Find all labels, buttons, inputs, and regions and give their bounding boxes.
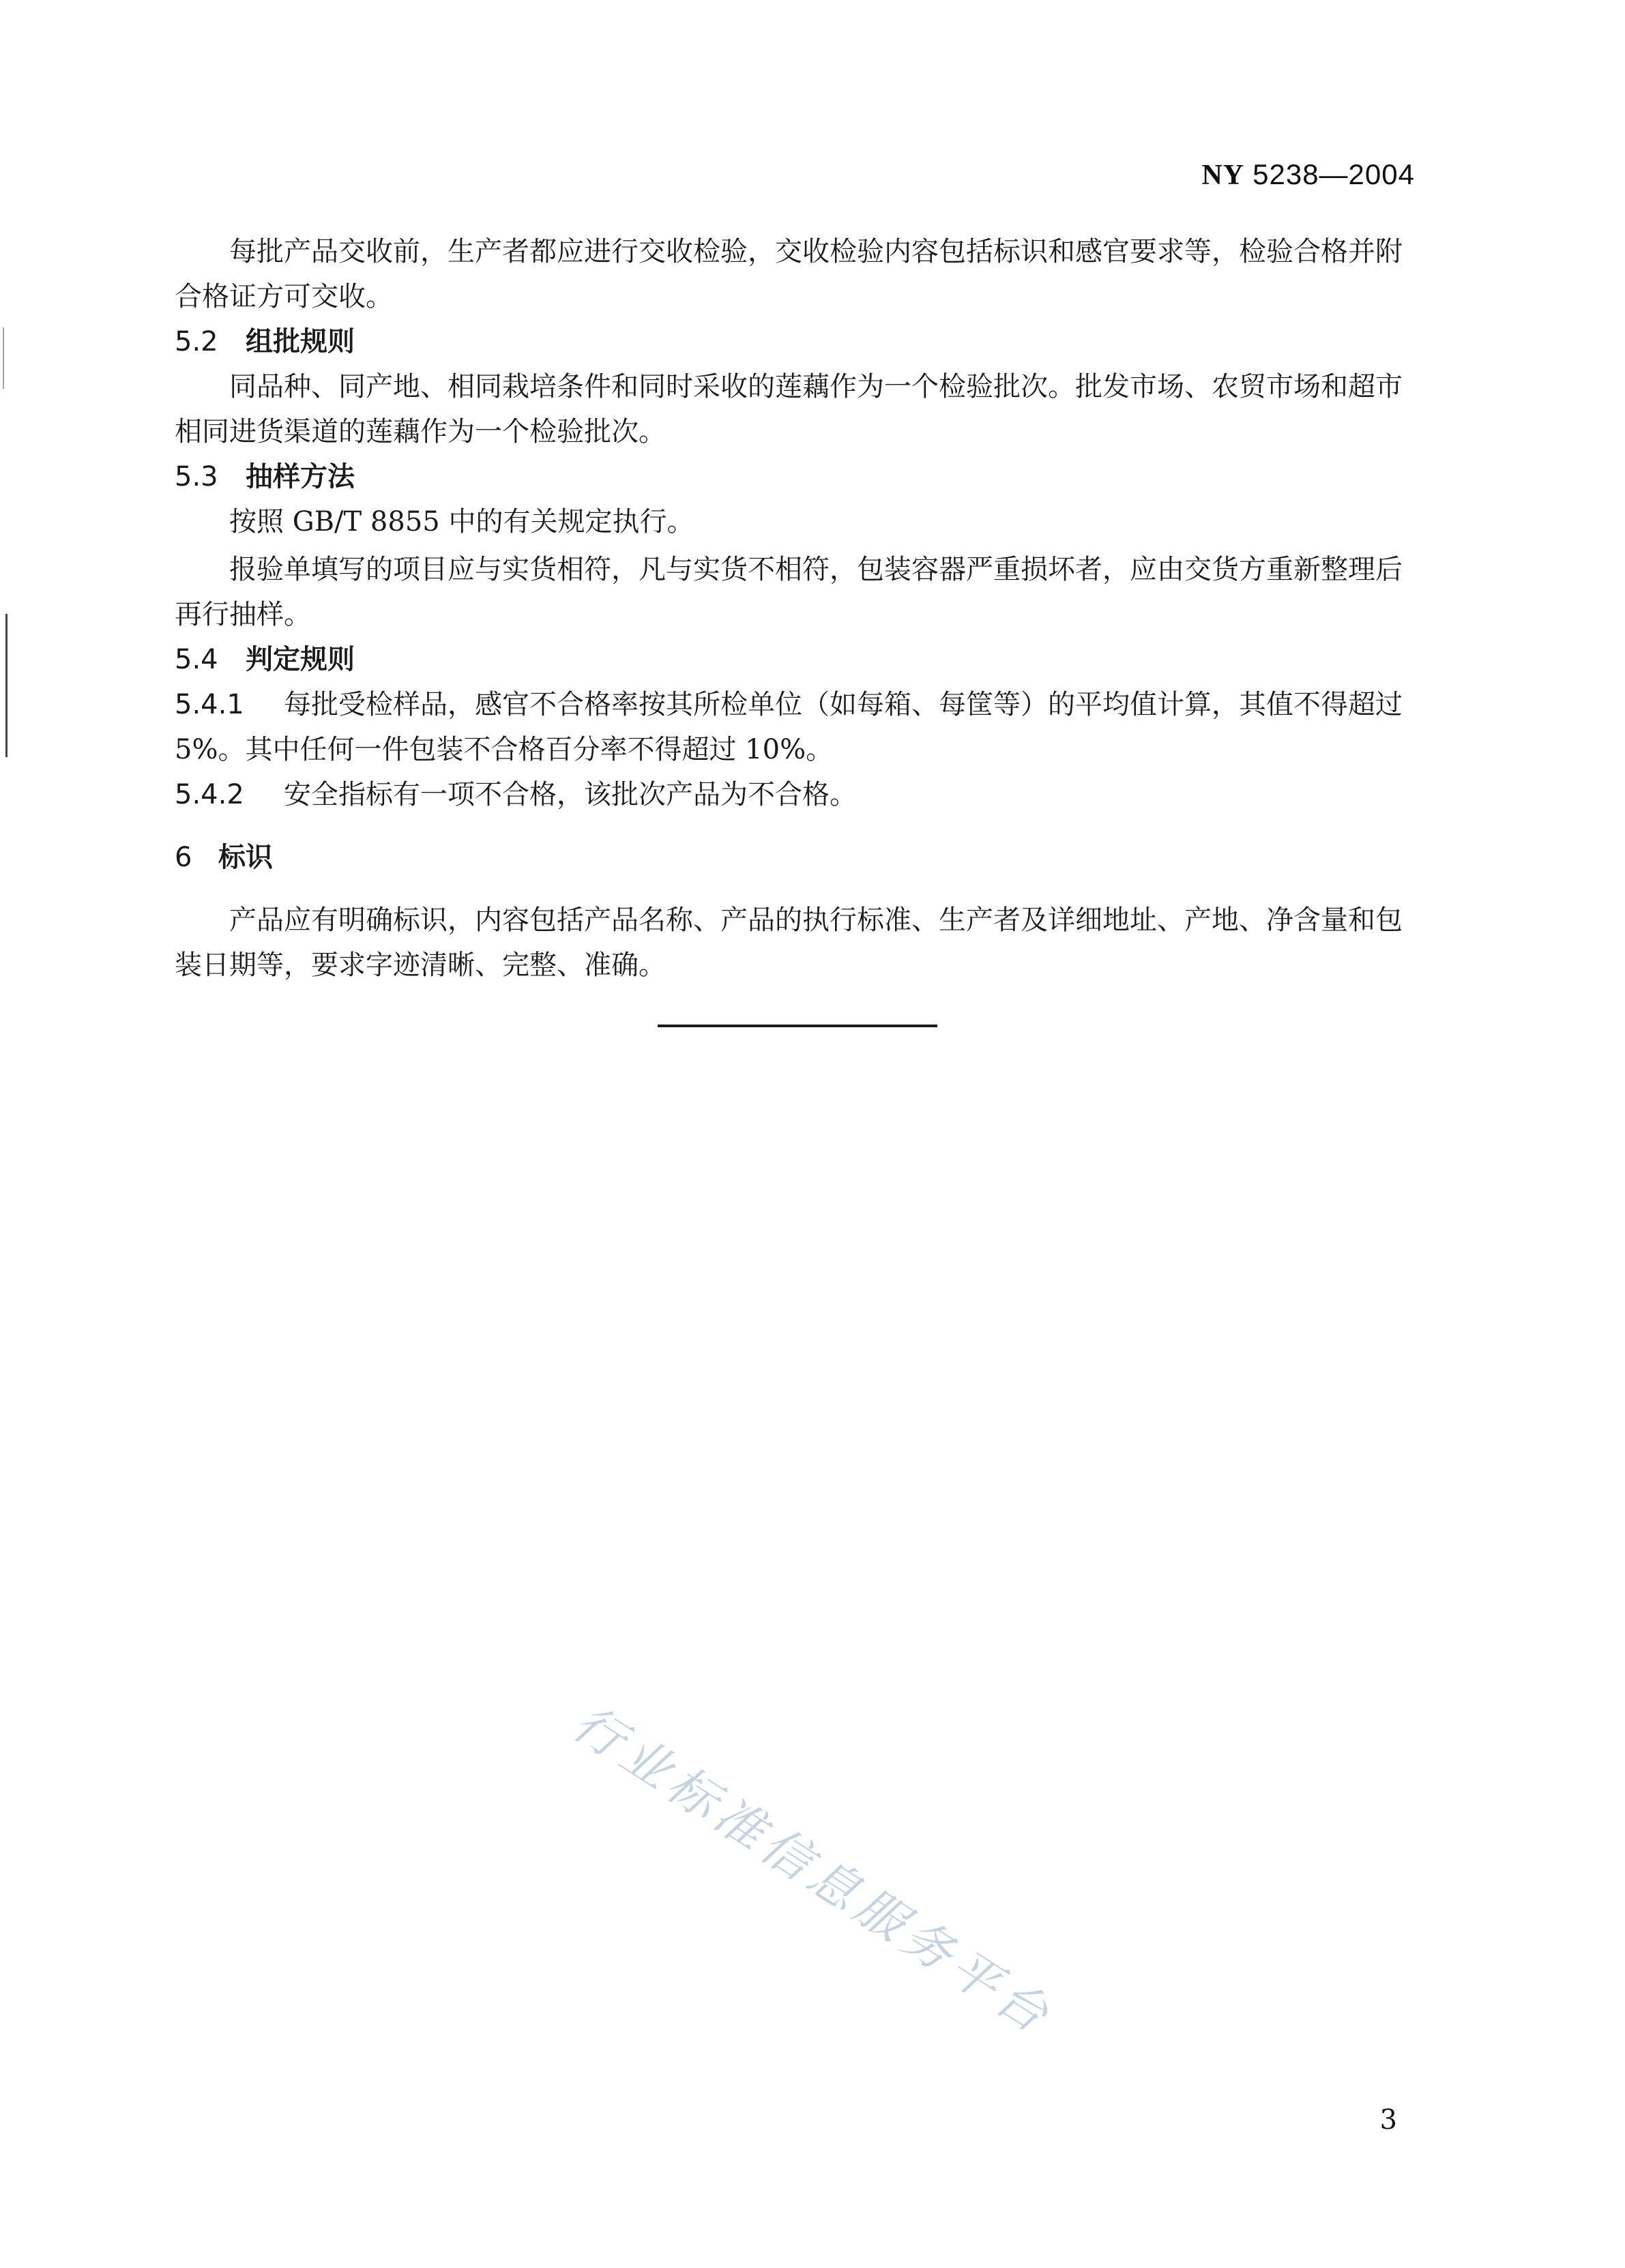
section-title: 抽样方法 (246, 461, 355, 492)
section-5-2-paragraph: 同品种、同产地、相同栽培条件和同时采收的莲藕作为一个检验批次。批发市场、农贸市场和超市相同进货渠道的莲藕作为一个检验批次。 (175, 371, 1403, 447)
end-of-document-rule (658, 1025, 937, 1027)
section-5-3-paragraph-2: 报验单填写的项目应与实货相符，凡与实货不相符，包装容器严重损坏者，应由交货方重新整理后再行抽样。 (175, 554, 1403, 630)
section-number: 5.4 (175, 644, 218, 675)
clause-number: 5.4.2 (175, 779, 244, 810)
section-5-4-heading (175, 637, 1420, 682)
section-number: 6 (175, 842, 192, 873)
section-title: 标识 (218, 842, 273, 873)
section-number: 5.2 (175, 326, 218, 357)
section-5-2-heading (175, 319, 1420, 364)
document-body (175, 229, 1420, 988)
scan-artifact-left-edge-2 (3, 327, 4, 389)
section-5-3-heading (175, 454, 1420, 499)
section-title: 组批规则 (246, 326, 355, 357)
clause-5-4-1 (175, 682, 1420, 772)
clause-text: 每批受检样品，感官不合格率按其所检单位（如每箱、每筐等）的平均值计算，其值不得超过5%。其中任何一件包装不合格百分率不得超过 10%。 (175, 689, 1403, 765)
scan-artifact-left-edge (5, 614, 8, 757)
section-number: 5.3 (175, 461, 218, 492)
standard-prefix: NY (1201, 160, 1245, 191)
clause-5-4-2 (175, 772, 1420, 817)
watermark-text: 行业标准信息服务平台 (563, 1694, 1064, 2047)
section-title: 判定规则 (246, 644, 355, 675)
acceptance-inspection-paragraph: 每批产品交收前，生产者都应进行交收检验，交收检验内容包括标识和感官要求等，检验合格并附合格证方可交收。 (175, 236, 1403, 312)
clause-text: 安全指标有一项不合格，该批次产品为不合格。 (284, 779, 857, 810)
clause-number: 5.4.1 (175, 689, 244, 720)
section-5-3-paragraph-1: 按照 GB/T 8855 中的有关规定执行。 (229, 506, 694, 537)
standard-code (1201, 158, 1415, 192)
page-number: 3 (1379, 2104, 1397, 2136)
section-6-heading (175, 835, 1420, 880)
section-6-paragraph: 产品应有明确标识，内容包括产品名称、产品的执行标准、生产者及详细地址、产地、净含量和包装日期等，要求字迹清晰、完整、准确。 (175, 904, 1403, 981)
standard-number: 5238—2004 (1253, 158, 1415, 190)
